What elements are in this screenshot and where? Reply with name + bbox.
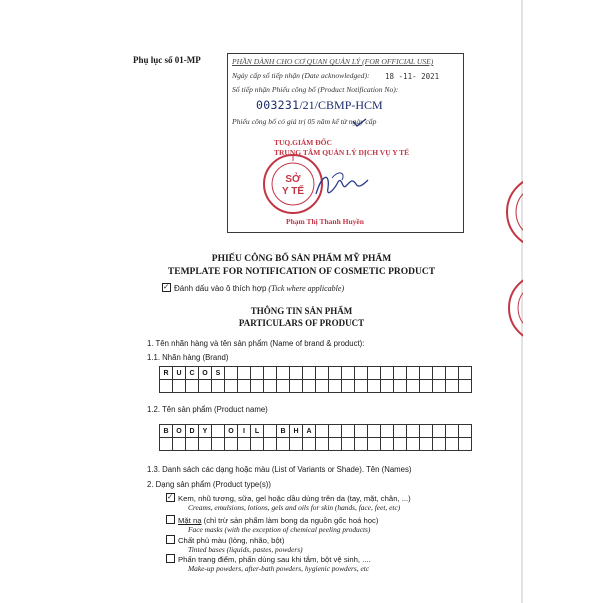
product-empty-cell [212,438,225,451]
product-letter-cell: B [160,425,173,438]
product-empty-cell [446,438,459,451]
product-empty-cell [251,438,264,451]
product-letter-cell [407,425,420,438]
brand-letter-cell [303,367,316,380]
product-letter-cell: L [251,425,264,438]
brand-empty-cell [238,380,251,393]
product-letter-cell [433,425,446,438]
brand-empty-cell [264,380,277,393]
brand-letter-cell [446,367,459,380]
product-empty-cell [290,438,303,451]
brand-letter-cell [342,367,355,380]
brand-letter-cell [420,367,433,380]
product-empty-cell [459,438,472,451]
date-acknowledged-label: Ngày cấp số tiếp nhận (Date acknowledged): [232,71,370,80]
brand-letter-cell: C [186,367,199,380]
brand-letter-cell: U [173,367,186,380]
brand-empty-cell [303,380,316,393]
section-title-en: PARTICULARS OF PRODUCT [238,318,365,328]
signer-name: Phạm Thị Thanh Huyền [286,217,364,226]
product-empty-cell [329,438,342,451]
brand-empty-cell [212,380,225,393]
edge-seal-top [503,172,523,252]
brand-letter-cell [368,367,381,380]
product-type-en: Tinted bases (liquids, pastes, powders) [188,545,303,554]
product-empty-cell [368,438,381,451]
product-empty-cell [407,438,420,451]
form-title-en: TEMPLATE FOR NOTIFICATION OF COSMETIC PRODUCT [167,267,436,277]
product-letter-cell: Y [199,425,212,438]
product-type-en: Make-up powders, after-bath powders, hygienic powders, etc [188,564,370,573]
product-letter-cell: H [290,425,303,438]
product-empty-cell [225,438,238,451]
product-letter-cell [420,425,433,438]
product-empty-cell [433,438,446,451]
product-empty-cell [173,438,186,451]
product-type-vn: Chất phủ màu (lỏng, nhão, bột) [178,536,285,545]
product-empty-cell [355,438,368,451]
notification-number [256,98,383,113]
product-empty-cell [277,438,290,451]
product-type-vn: Kem, nhũ tương, sữa, gel hoặc dầu dùng trên da (tay, mặt, chân, ...) [178,494,411,503]
checked-box-icon [162,283,171,292]
official-use-heading: PHẦN DÀNH CHO CƠ QUAN QUẢN LÝ (FOR OFFICIAL USE) [232,57,434,66]
question-1-2-product-name: 1.2. Tên sản phẩm (Product name) [147,405,268,414]
brand-letter-cell [459,367,472,380]
product-type-option[interactable] [166,493,411,503]
brand-empty-cell [420,380,433,393]
product-empty-cell [420,438,433,451]
brand-letter-cell [225,367,238,380]
brand-letter-cell [277,367,290,380]
brand-letter-cell: O [199,367,212,380]
brand-empty-cell [277,380,290,393]
signature [312,168,372,202]
product-letter-cell: B [277,425,290,438]
product-type-en: Face masks (with the exception of chemical peeling products) [188,525,371,534]
notification-number-label: Số tiếp nhận Phiếu công bố (Product Notification No): [232,85,399,94]
product-type-option[interactable] [166,554,371,564]
product-letter-cell: D [186,425,199,438]
brand-letter-cell [381,367,394,380]
product-letter-cell [355,425,368,438]
product-letter-cell: O [225,425,238,438]
product-letter-cell [329,425,342,438]
seal-text: SỞ [285,174,301,185]
brand-empty-cell [355,380,368,393]
validity-tick-mark [352,118,368,128]
brand-letter-cell [251,367,264,380]
brand-empty-cell [290,380,303,393]
brand-letter-cell: R [160,367,173,380]
brand-empty-cell [199,380,212,393]
brand-empty-cell [368,380,381,393]
tick-instruction-en: (Tick where applicable) [268,284,345,293]
appendix-label: Phụ lục số 01-MP [133,55,201,65]
product-letter-cell [368,425,381,438]
product-type-vn: Phấn trang điểm, phấn dùng sau khi tắm, bột vệ sinh, .... [178,555,371,564]
product-empty-cell [186,438,199,451]
tick-instruction [162,283,344,293]
brand-letter-cell [433,367,446,380]
brand-empty-cell [173,380,186,393]
checked-box-icon[interactable] [166,493,175,502]
brand-letter-cell [290,367,303,380]
question-1-1-brand: 1.1. Nhãn hàng (Brand) [147,353,229,362]
tick-instruction-vn: Đánh dấu vào ô thích hợp [174,284,267,293]
brand-letter-cell: S [212,367,225,380]
product-type-vn-underlined: Mặt nạ [178,516,202,525]
section-title-vn: THÔNG TIN SẢN PHẨM [250,306,353,316]
product-type-option[interactable] [166,535,284,545]
brand-empty-cell [433,380,446,393]
brand-empty-cell [316,380,329,393]
question-1: 1. Tên nhãn hàng và tên sản phẩm (Name of brand & product): [147,339,365,348]
product-empty-cell [381,438,394,451]
notification-serial: 003231 [256,98,300,112]
brand-empty-cell [407,380,420,393]
brand-empty-cell [186,380,199,393]
brand-letter-grid [159,366,472,393]
brand-letter-cell [329,367,342,380]
product-empty-cell [160,438,173,451]
brand-empty-cell [342,380,355,393]
product-letter-cell [212,425,225,438]
question-1-3-variants: 1.3. Danh sách các dạng hoặc màu (List of Variants or Shade). Tên (Names) [147,465,412,474]
product-letter-cell [342,425,355,438]
brand-empty-cell [446,380,459,393]
product-letter-grid [159,424,472,451]
brand-letter-cell [238,367,251,380]
form-title-vn: PHIẾU CÔNG BỐ SẢN PHẨM MỸ PHẨM [211,254,392,264]
product-letter-cell [316,425,329,438]
date-acknowledged-value: 18 -11- 2021 [385,72,440,81]
product-letter-cell [264,425,277,438]
product-type-option[interactable] [166,515,378,525]
product-letter-cell: I [238,425,251,438]
product-letter-cell: A [303,425,316,438]
product-empty-cell [238,438,251,451]
svg-text:Y TẾ: Y TẾ [281,186,305,197]
unchecked-box-icon[interactable] [166,554,175,563]
brand-letter-cell [407,367,420,380]
question-2-product-type: 2. Dạng sản phẩm (Product type(s)) [147,480,271,489]
product-letter-cell [459,425,472,438]
brand-empty-cell [225,380,238,393]
product-empty-cell [303,438,316,451]
product-empty-cell [316,438,329,451]
brand-letter-cell [316,367,329,380]
stamp-director-text: TUQ.GIÁM ĐỐC [274,138,332,147]
product-type-vn: (chỉ trừ sản phẩm làm bong da nguồn gốc hoá học) [201,516,379,525]
brand-letter-cell [394,367,407,380]
stamp-center-text: TRUNG TÂM QUẢN LÝ DỊCH VỤ Y TẾ [274,148,410,157]
unchecked-box-icon[interactable] [166,535,175,544]
unchecked-box-icon[interactable] [166,515,175,524]
product-letter-cell [394,425,407,438]
product-empty-cell [264,438,277,451]
validity-label: Phiếu công bố có giá trị 05 năm kể từ ngày cấp [232,117,377,126]
product-type-en: Creams, emulsions, lotions, gels and oils for skin (hands, face, feet, etc) [188,503,401,512]
product-empty-cell [342,438,355,451]
product-letter-cell [446,425,459,438]
brand-empty-cell [160,380,173,393]
brand-letter-cell [264,367,277,380]
product-empty-cell [394,438,407,451]
brand-letter-cell [355,367,368,380]
product-letter-cell [381,425,394,438]
notification-suffix: /21/CBMP-HCM [299,98,383,112]
brand-empty-cell [459,380,472,393]
product-empty-cell [199,438,212,451]
product-letter-cell: O [173,425,186,438]
brand-empty-cell [251,380,264,393]
brand-empty-cell [329,380,342,393]
brand-empty-cell [394,380,407,393]
brand-empty-cell [381,380,394,393]
